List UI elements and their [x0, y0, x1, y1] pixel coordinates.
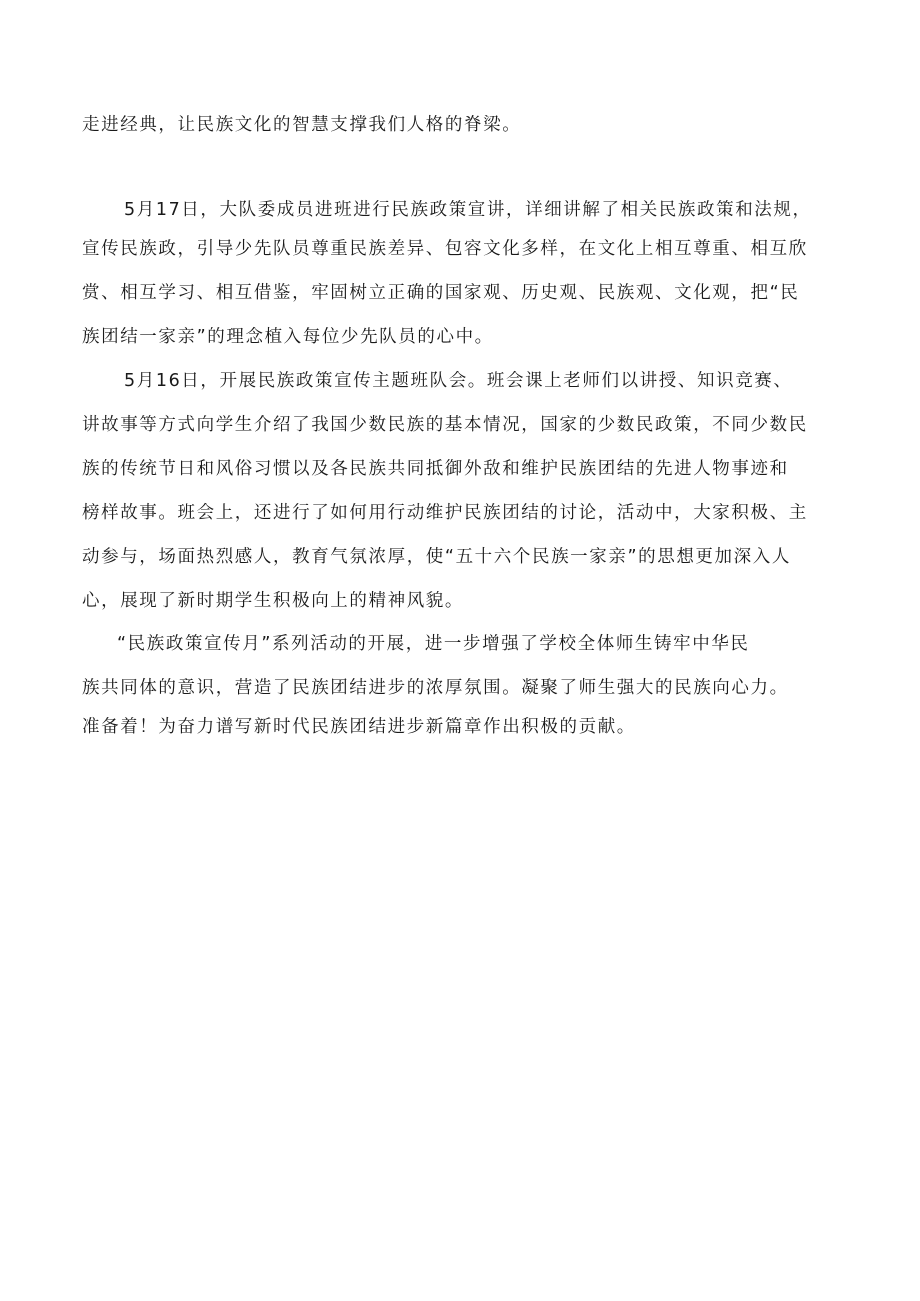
text-line-3: 宣传民族政，引导少先队员尊重民族差异、包容文化多样，在文化上相互尊重、相互欣: [82, 239, 808, 259]
text-line-13: 族共同体的意识，营造了民族团结进步的浓厚氛围。凝聚了师生强大的民族向心力。: [82, 678, 789, 698]
text-line-4: 赏、相互学习、相互借鉴，牢固树立正确的国家观、历史观、民族观、文化观，把“民: [82, 283, 800, 303]
text-line-6: 5月16日，开展民族政策宣传主题班队会。班会课上老师们以讲授、知识竞赛、: [124, 371, 793, 391]
text-line-7: 讲故事等方式向学生介绍了我国少数民族的基本情况，国家的少数民政策，不同少数民: [82, 415, 808, 435]
text-line-12: “民族政策宣传月”系列活动的开展，进一步增强了学校全体师生铸牢中华民: [117, 634, 750, 654]
text-line-14: 准备着！为奋力谱写新时代民族团结进步新篇章作出积极的贡献。: [82, 717, 636, 737]
text-line-1: 走进经典，让民族文化的智慧支撑我们人格的脊梁。: [82, 115, 522, 135]
text-line-11: 心，展现了新时期学生积极向上的精神风貌。: [82, 591, 464, 611]
text-line-2: 5月17日，大队委成员进班进行民族政策宣讲，详细讲解了相关民族政策和法规，: [124, 200, 812, 220]
text-line-5: 族团结一家亲”的理念植入每位少先队员的心中。: [82, 327, 494, 347]
text-line-8: 族的传统节日和风俗习惯以及各民族共同抵御外敌和维护民族团结的先进人物事迹和: [82, 459, 789, 479]
text-line-10: 动参与，场面热烈感人，教育气氛浓厚，使“五十六个民族一家亲”的思想更加深入人: [82, 547, 791, 567]
text-line-9: 榜样故事。班会上，还进行了如何用行动维护民族团结的讨论，活动中，大家积极、主: [82, 503, 808, 523]
